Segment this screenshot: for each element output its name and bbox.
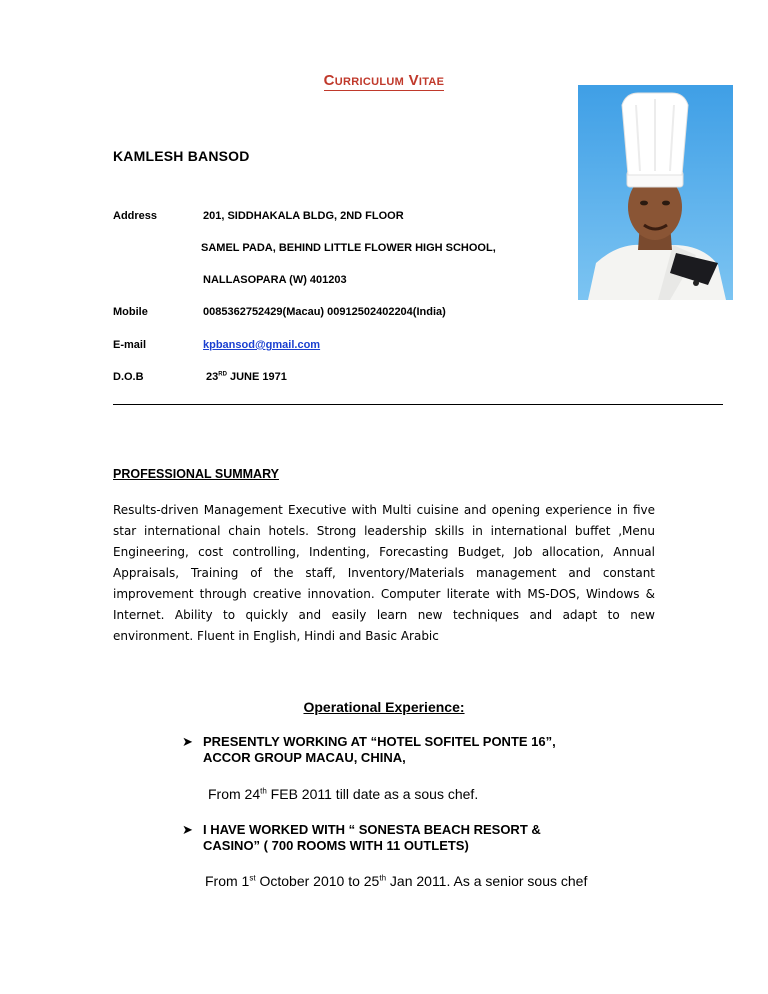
arrow-bullet-icon: ➤ xyxy=(182,734,193,749)
experience-item-1-sup: th xyxy=(260,786,267,796)
address-line-1: 201, SIDDHAKALA BLDG, 2ND FLOOR xyxy=(203,210,404,222)
arrow-bullet-icon: ➤ xyxy=(182,822,193,837)
dob-value xyxy=(206,371,287,383)
experience-item-2-line-2: CASINO” ( 700 ROOMS WITH 11 OUTLETS) xyxy=(203,838,469,853)
experience-item-1-dates xyxy=(208,786,478,802)
dob-rest: JUNE 1971 xyxy=(226,371,287,383)
experience-item-2-sup: st xyxy=(249,873,256,883)
dob-suffix: RD xyxy=(218,371,227,378)
experience-item-2-mid: October 2010 to 25 xyxy=(255,873,380,889)
dob-label: D.O.B xyxy=(113,371,144,383)
email-link[interactable]: kpbansod@gmail.com xyxy=(203,339,321,351)
experience-item-2-from: From 1 xyxy=(205,873,250,889)
email-label: E-mail xyxy=(113,339,147,351)
candidate-name: KAMLESH BANSOD xyxy=(113,148,250,164)
summary-paragraph: Results-driven Management Executive with Multi cuisine and opening experience in five star international chain hotels. Strong leadership skills in international buffet ,Menu Engineering, cost controlling, Indenting, Forecasting Budget, Job allocation, Annual Appraisals, Training of the staff, Inventory/Materials management and constant improvement through creative innovation. Computer literate with MS-DOS, Windows & Internet. Ability to quickly and easily learn new techniques and adapt to new environment. Fluent in English, Hindi and Basic Arabic xyxy=(113,503,655,643)
experience-item-1 xyxy=(203,734,643,766)
experience-item-2 xyxy=(203,822,643,854)
experience-item-1-line-1: PRESENTLY WORKING AT “HOTEL SOFITEL PONTE 16”, xyxy=(203,734,556,749)
experience-heading: Operational Experience: xyxy=(303,699,465,715)
address-line-3: NALLASOPARA (W) 401203 xyxy=(203,274,347,286)
experience-item-2-sup2: th xyxy=(379,873,387,883)
mobile-label: Mobile xyxy=(113,306,148,318)
experience-item-1-rest: FEB 2011 till date as a sous chef. xyxy=(266,786,479,802)
experience-item-2-rest: Jan 2011. As a senior sous chef xyxy=(386,873,588,889)
dob-day: 23 xyxy=(206,371,219,383)
profile-photo xyxy=(578,85,733,300)
experience-item-1-line-2: ACCOR GROUP MACAU, CHINA, xyxy=(203,750,406,765)
mobile-value: 0085362752429(Macau) 00912502402204(India) xyxy=(203,306,446,318)
chef-portrait-image xyxy=(578,85,733,300)
experience-item-1-from: From 24 xyxy=(208,786,261,802)
experience-item-2-line-1: I HAVE WORKED WITH “ SONESTA BEACH RESORT & xyxy=(203,822,541,837)
section-divider xyxy=(113,404,723,405)
summary-heading: PROFESSIONAL SUMMARY xyxy=(113,467,279,481)
address-line-2: SAMEL PADA, BEHIND LITTLE FLOWER HIGH SCHOOL, xyxy=(201,242,496,254)
document-title-text: Curriculum Vitae xyxy=(323,72,445,89)
experience-item-2-dates xyxy=(205,873,587,889)
address-label: Address xyxy=(113,210,158,222)
